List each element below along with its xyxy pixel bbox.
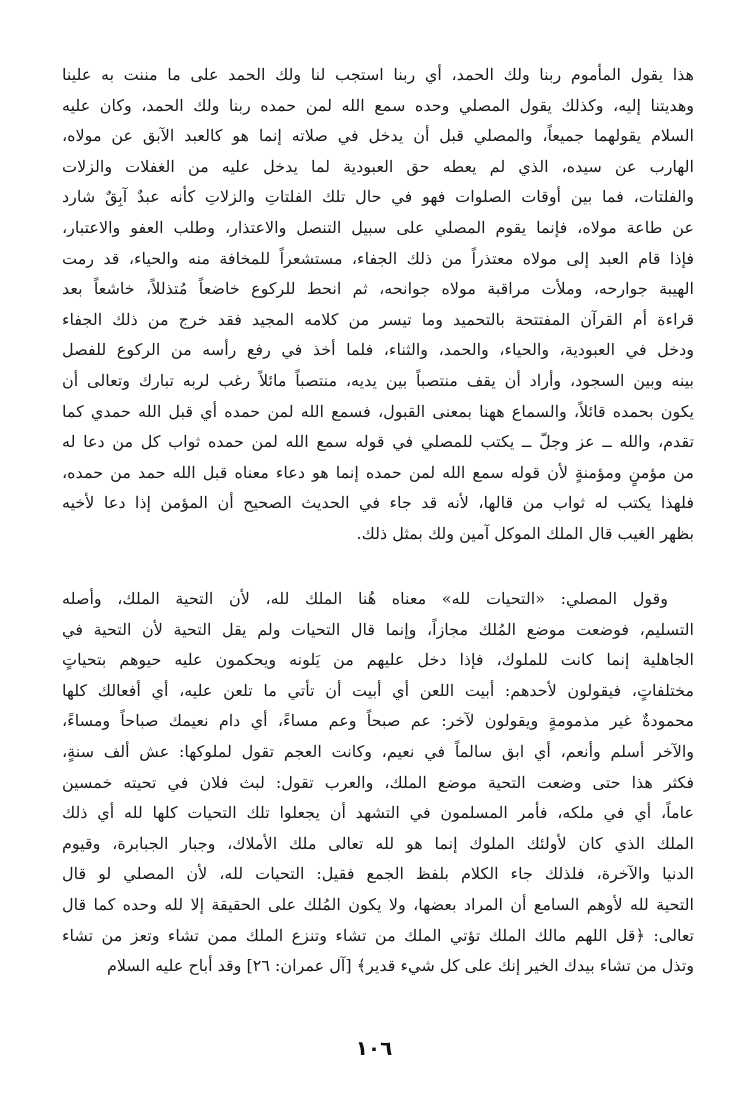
- paragraph-1: [62, 60, 694, 550]
- text-line: يكون بحمده قائلاً، والسماع ههنا بمعنى القبول، فسمع الله لمن حمده أي قبل الله حمدي كما: [62, 401, 694, 421]
- text-line: والفلتات، فما بين أوقات الصلوات فهو في حال تلك الفلتاتِ والزلاتِ كأنه عبدٌ آبِقٌ شارد: [62, 187, 694, 207]
- text-line: السلام يقولهما جميعاً، والمصلي قبل أن يدخل في صلاته إنما هو كالعبد الآبق عن مولاه،: [62, 126, 694, 146]
- text-line: فكثر هذا حتى وضعت التحية موضع الملك، والعرب تقول: لبث فلان في تحيته خمسين: [62, 772, 694, 792]
- text-line: عن طاعة مولاه، فإنما يقوم المصلي على سبيل التنصل والاعتذار، وطلب العفو والاعتبار،: [62, 217, 694, 237]
- text-line: بظهر الغيب قال الملك الموكل آمين ولك بمثل ذلك.: [356, 523, 694, 543]
- text-line: وقول المصلي: «التحيات لله» معناه هُنا الملك لله، لأن التحية الملك، وأصله: [62, 589, 669, 608]
- text-line: الملك الذي كان لأولئك الملوك إنما هو لله تعالى ملك الأملاك، وجبار الجبابرة، وقيوم: [62, 833, 694, 853]
- text-line: تقدم، والله ــ عز وجلّ ــ يكتب للمصلي في قوله سمع الله لمن حمده ثواب كل من دعا له: [62, 432, 694, 452]
- text-line: بينه وبين السجود، وأراد أن يقف منتصباً بين يديه، منتصباً مائلاً رغب لربه تبارك وتعالى أن: [62, 370, 694, 390]
- text-line: قراءة أم القرآن المفتتحة بالتحميد وما تيسر من كلامه المجيد فقد خرج من ذلك الجفاء: [62, 309, 694, 329]
- text-line: وهديتنا إليه، وكذلك يقول المصلي وحده سمع الله لمن حمده ربنا ولك الحمد، وكان عليه: [62, 95, 694, 115]
- text-line: التحية لله لأوهم السامع أن المراد بعضها، ولا يكون المُلك على الحقيقة إلا لله وحده كما قال: [62, 894, 694, 914]
- text-line: الجاهلية إنما كانت للملوك، فإذا دخل عليهم من يَلونه ويحكمون عليه حيوهم بتحياتٍ: [62, 650, 694, 670]
- text-line: تعالى: ﴿قل اللهم مالك الملك تؤتي الملك من تشاء وتنزع الملك ممن تشاء وتعز من تشاء: [62, 925, 694, 945]
- text-line: من مؤمنٍ ومؤمنةٍ لأن قوله سمع الله لمن حمده إنما هو دعاء معناه قبل الله حمد من حمده،: [62, 462, 694, 482]
- text-line: ودخل في العبودية، والحياء، والحمد، والثناء، فلما أخذ في رفع رأسه من الركوع للفصل: [62, 340, 694, 360]
- text-line: الهارب عن سيده، الذي لم يعطه حق العبودية لما يدخل عليه من الغفلات والزلات: [62, 156, 694, 176]
- text-line: الدنيا والآخرة، فلذلك جاء الكلام بلفظ الجمع فقيل: التحيات لله، لأن المصلي لو قال: [62, 864, 694, 884]
- text-line: محمودةٌ غير مذمومةٍ ويقولون لآخر: عم صبحاً وعم مساءً، أي دام نعيمك صباحاً ومساءً،: [62, 711, 694, 731]
- text-line: وتذل من تشاء بيدك الخير إنك على كل شيء قدير﴾ [آل عمران: ٢٦] وقد أباح عليه السلام: [106, 956, 694, 976]
- text-line: عاماً، أي في ملكه، فأمر المسلمون في التشهد أن يجعلوا تلك التحيات كلها لله أي ذلك: [62, 803, 694, 823]
- text-line: مختلفاتٍ، فيقولون لأحدهم: أبيت اللعن أي أبيت أن تأتي ما تلعن عليه، أي أفعالك كلها: [62, 680, 694, 700]
- paragraph-2: [62, 584, 694, 982]
- text-line: فلهذا يكتب له ثواب من قالها، لأنه قد جاء في الحديث الصحيح أن المؤمن إذا دعا لأخيه: [62, 493, 694, 513]
- text-line: التسليم، فوضعت موضع المُلك مجازاً، وإنما قال التحيات ولم يقل التحية لأن التحية في: [62, 619, 694, 639]
- text-line: فإذا قام العبد إلى مولاه معتذراً من ذلك الجفاء، مستشعراً للمخافة منه والحياء، قد رمت: [62, 248, 694, 268]
- page-number: ١٠٦: [355, 1036, 393, 1060]
- text-line: الهيبة جوارحه، وملأت مراقبة مولاه جوانحه، ثم انحط للركوع خاضعاً مُتذللاً، خاشعاً بعد: [62, 279, 694, 299]
- text-line: هذا يقول المأموم ربنا ولك الحمد، أي ربنا استجب لنا ولك الحمد على ما مننت به علينا: [62, 65, 694, 84]
- text-line: والآخر أسلم وأنعم، أي ابق سالماً في نعيم، وكانت العجم تقول لملوكها: عش ألف سنةٍ،: [62, 741, 694, 761]
